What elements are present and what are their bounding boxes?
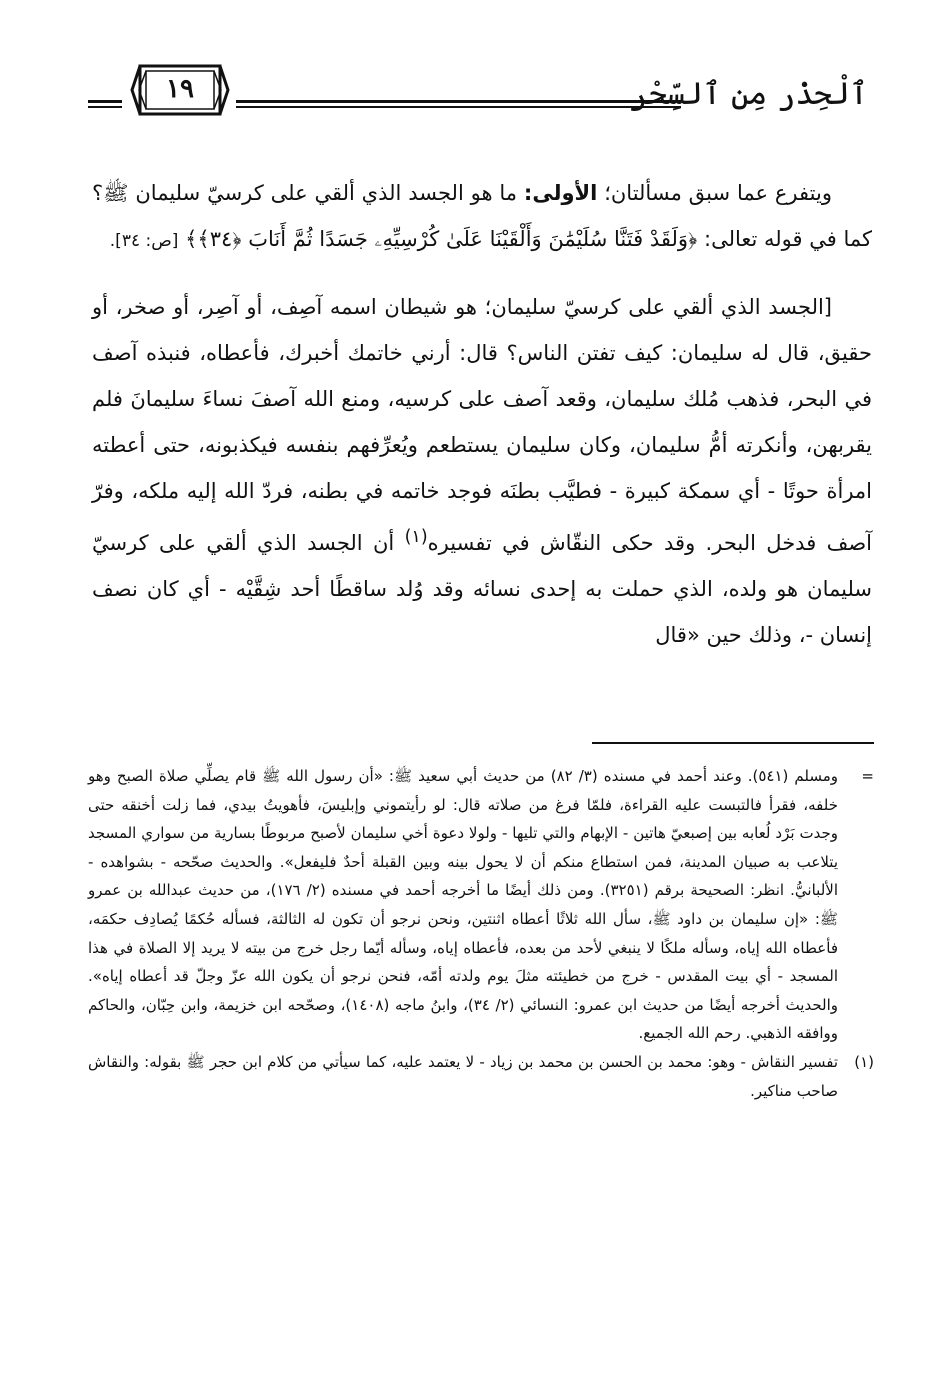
main-text: [92, 170, 872, 678]
footnote-continued-text: ومسلم (٥٤١). وعند أحمد في مسنده (٣/ ٨٢) من حديث أبي سعيد ﷺ: «أن رسول الله ﷺ قام يصلِّي صلاة الصبح وهو خلفه، فقرأ فالتبست عليه القراءة، فلمّا فرغ من صلاته قال: لو رأيتموني وإبليسَ، فأهويتُ بيدي، فما زلت أخنقه حتى وجدت بَرْد لُعابه بين إصبعيّ هاتين - الإبهام والتي تليها - ولولا دعوة أخي سليمان لأصبح مربوطًا بسارية من سواري المسجد يتلاعب به صبيان المدينة، فمن استطاع منكم أن لا يحول بينه وبين القبلة أحدٌ فليفعل». والحديث صحّحه - بشواهده - الألبانيُّ. انظر: الصحيحة برقم (٣٢٥١). ومن ذلك أيضًا ما أخرجه أحمد في مسنده (٢/ ١٧٦)، من حديث عبدالله بن عمرو ﷺ: «إن سليمان بن داود ﷺ، سأل الله ثلاثًا أعطاه اثنتين، ونحن نرجو أن تكون له الثالثة، فسأله حُكمًا يُصادِف حكمَه، فأعطاه الله إياه، وسأله ملكًا لا ينبغي لأحد من بعده، فأعطاه إياه، وسأله أيّما رجل خرج من بيته لا يريد إلا الصلاة في هذا المسجد - أي بيت المقدس - خرج من خطيئته مثلَ يوم ولدته أمّه، فنحن نرجو أن يكون الله عزّ وجلّ قد أعطاه إياه». والحديث أخرجه أيضًا من حديث ابن عمرو: النسائي (٢/ ٣٤)، وابنُ ماجه (١٤٠٨)، وصحّحه ابن خزيمة، وابن حِبّان، والحاكم ووافقه الذهبي. رحم الله الجميع.: [88, 767, 839, 1043]
header-rule-right: [236, 100, 681, 108]
answer-text-continued: أن الجسد الذي ألقي على كرسيّ سليمان هو ولده، الذي حملت به إحدى نسائه وقد وُلد ساقطًا أحد شِقَّيْه - أي كان نصف إنسان -، وذلك حين «قال: [92, 531, 872, 647]
footnote-separator: [592, 742, 874, 744]
footnote-1-text: تفسير النقاش - وهو: محمد بن الحسن بن محمد بن زياد - لا يعتمد عليه، كما سيأتي من كلام ابن حجر ﷺ بقوله: والنقاش صاحب مناكير.: [88, 1052, 838, 1100]
question-label: الأولى:: [523, 181, 598, 205]
page-header: [88, 62, 868, 122]
footnote-continued: [88, 762, 874, 1048]
book-title: ٱلْحِذْر مِن ٱلسِّحْر: [630, 76, 868, 112]
paragraph-question: [92, 170, 872, 264]
quran-verse: ﴿وَلَقَدْ فَتَنَّا سُلَيْمَٰنَ وَأَلْقَيْنَا عَلَىٰ كُرْسِيِّهِۦ جَسَدًا ثُمَّ أَنَابَ ﴿٣٤﴾﴾: [185, 227, 698, 251]
paragraph-answer: [92, 284, 872, 658]
continuation-mark: =: [861, 767, 874, 785]
page-number-frame: [130, 62, 230, 118]
page-number: ١٩: [166, 74, 194, 104]
footnote-1-mark: (١): [854, 1052, 874, 1071]
answer-text: [الجسد الذي ألقي على كرسيّ سليمان؛ هو شيطان اسمه آصِف، أو آصِر، أو صخر، أو حقيق، قال له سليمان: كيف تفتن الناس؟ قال: أرني خاتمك أخبرك، فأعطاه، فنبذه آصف في البحر، فذهب مُلك سليمان، وقعد آصف على كرسيه، ومنع الله آصفَ نساءَ سليمانَ فلم يقربهن، وأنكرته أمُّ سليمان، وكان سليمان يستطعم ويُعرِّفهم بنفسه فيكذبونه، حتى أعطته امرأة حوتًا - أي سمكة كبيرة - فطيَّب بطنَه فوجد خاتمه في بطنه، فردّ الله إليه ملكه، وفرّ آصف فدخل البحر. وقد حكى النقّاش في تفسيره: [92, 295, 872, 555]
header-rule-left: [88, 100, 122, 108]
footnote-1: [88, 1048, 874, 1105]
verse-citation: [ص: ٣٤].: [109, 231, 179, 251]
paragraph-intro: ويتفرع عما سبق مسألتان؛: [604, 181, 832, 205]
question-text: ما هو الجسد الذي ألقي على كرسيّ سليمان ﷺ؟ كما في قوله تعالى:: [92, 181, 872, 251]
footnotes: [88, 762, 874, 1105]
footnote-reference: (١): [404, 527, 428, 547]
